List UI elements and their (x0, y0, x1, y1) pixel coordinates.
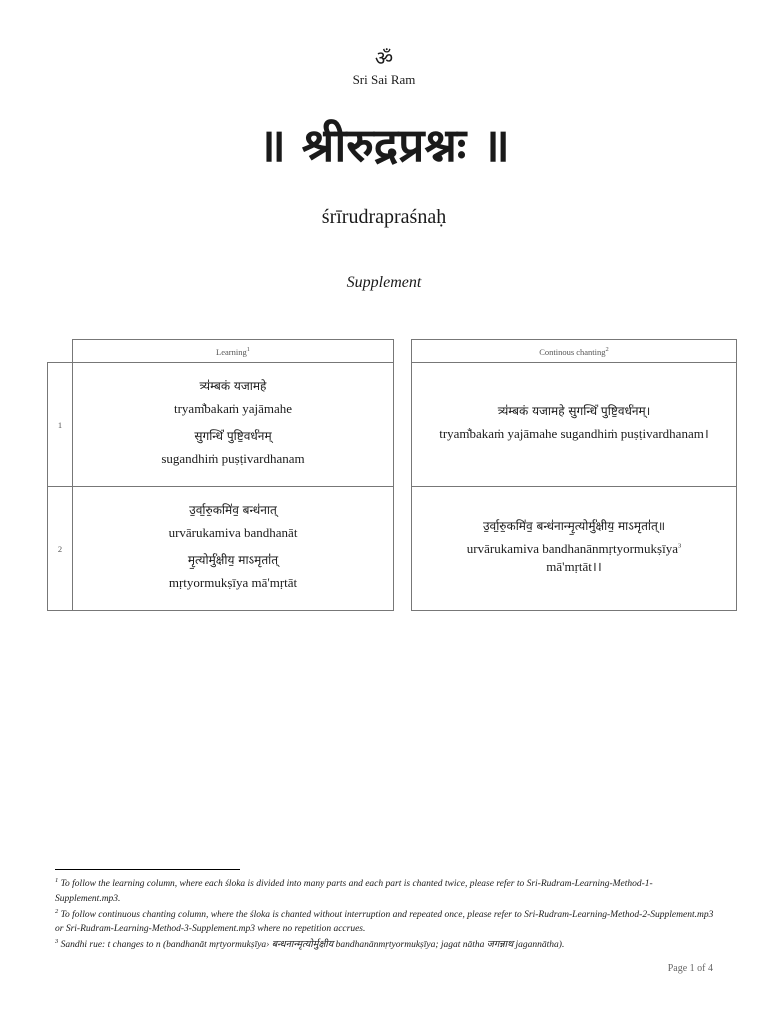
footnote-item (55, 907, 715, 938)
footnote-text: Sandhi rue: t changes to n (bandhanāt mṛtyormukṣīya› बन्धनान्मृत्योर्मुक्षीय bandhanānmṛtyormukṣīya; jagat nātha जगन्नाथ jagannātha). (60, 940, 565, 951)
learning-devanagari: मृ॒त्योर्मु॑क्षीय॒ माऽमृता॑॑त् (187, 552, 279, 567)
learning-transliteration: mṛtyormukṣīya mā'mṛtāt (168, 574, 298, 590)
table-row (48, 363, 737, 487)
column-gap (394, 487, 412, 611)
footnote-number: 1 (55, 877, 59, 884)
footnote-text: To follow continuous chanting column, where the śloka is chanted without interruption and repeated once, please refer to Sri-Rudram-Learning-Method-2-Supplement.mp3 or Sri-Rudram-Learning-Method-3-Supplement.mp3 where no repetition accrues. (55, 909, 714, 935)
continuous-transliteration: tryam̐bakaṁ yajāmahe sugandhiṁ puṣṭivardhanam। (439, 425, 709, 441)
continuous-devanagari: उ॒र्वा॒रु॒कमि॑व॒ बन्ध॑नान्मृ॒त्योर्मु॑क्षीय॒ माऽमृता॑॑त्॥ (482, 518, 666, 533)
title-devanagari: ॥ श्रीरुद्रप्रश्नः ॥ (258, 118, 510, 172)
sai-ram-heading: Sri Sai Ram (352, 72, 416, 87)
footnote-ref-1[interactable]: 1 (246, 345, 250, 353)
continuous-cell (412, 487, 737, 611)
table-header-row (48, 340, 737, 363)
header-learning-label: Learning (216, 346, 247, 357)
table-row (48, 487, 737, 611)
continuous-cell (412, 363, 737, 487)
learning-devanagari: उ॒र्वा॒रु॒कमि॑व॒ बन्ध॑नात् (189, 503, 277, 518)
corner-cell (48, 340, 73, 363)
header-continuous (412, 340, 737, 363)
footnote-ref-2[interactable]: 2 (605, 345, 609, 353)
page-number: Page 1 of 4 (667, 963, 713, 974)
chant-table (47, 339, 737, 611)
footnotes (55, 876, 715, 953)
continuous-transliteration-line1: urvārukamiva bandhanānmṛtyormukṣīya (466, 540, 678, 556)
footnote-separator (55, 869, 240, 870)
column-gap (394, 363, 412, 487)
learning-cell (73, 363, 394, 487)
column-gap (394, 340, 412, 363)
subtitle: Supplement (346, 274, 422, 291)
footnote-ref-3[interactable]: 3 (677, 542, 682, 550)
footnote-text: To follow the learning column, where each śloka is divided into many parts and each part is chanted twice, please refer to Sri-Rudram-Learning-Method-1-Supplement.mp3. (55, 879, 653, 904)
learning-devanagari: त्र्य॑म्बकं यजामहे (199, 379, 267, 394)
learning-transliteration: tryam̐bakaṁ yajāmahe (173, 401, 293, 417)
footnote-item (55, 937, 715, 953)
footnote-item (55, 876, 715, 907)
header-learning (73, 340, 394, 363)
continuous-transliteration-line2: mā'mṛtāt।। (546, 559, 602, 574)
continuous-transliteration (422, 540, 726, 576)
learning-devanagari: सुगन्धिं॑ पुष्टि॒वर्ध॑नम् (194, 428, 272, 443)
row-number: 1 (48, 363, 73, 487)
footnote-number: 2 (55, 907, 59, 915)
continuous-devanagari: त्र्य॑म्बकं यजामहे सुगन्धिं॑ पुष्टि॒वर्ध॑नम्। (497, 403, 651, 418)
learning-cell (73, 487, 394, 611)
om-symbol: ॐ (374, 46, 394, 70)
learning-transliteration: sugandhiṁ puṣṭivardhanam (161, 450, 305, 466)
title-transliteration: śrīrudrapraśnaḥ (321, 206, 447, 228)
header-continuous-label: Continous chanting (539, 346, 606, 357)
learning-transliteration: urvārukamiva bandhanāt (168, 525, 298, 541)
footnote-number: 3 (55, 938, 59, 946)
row-number: 2 (48, 487, 73, 611)
